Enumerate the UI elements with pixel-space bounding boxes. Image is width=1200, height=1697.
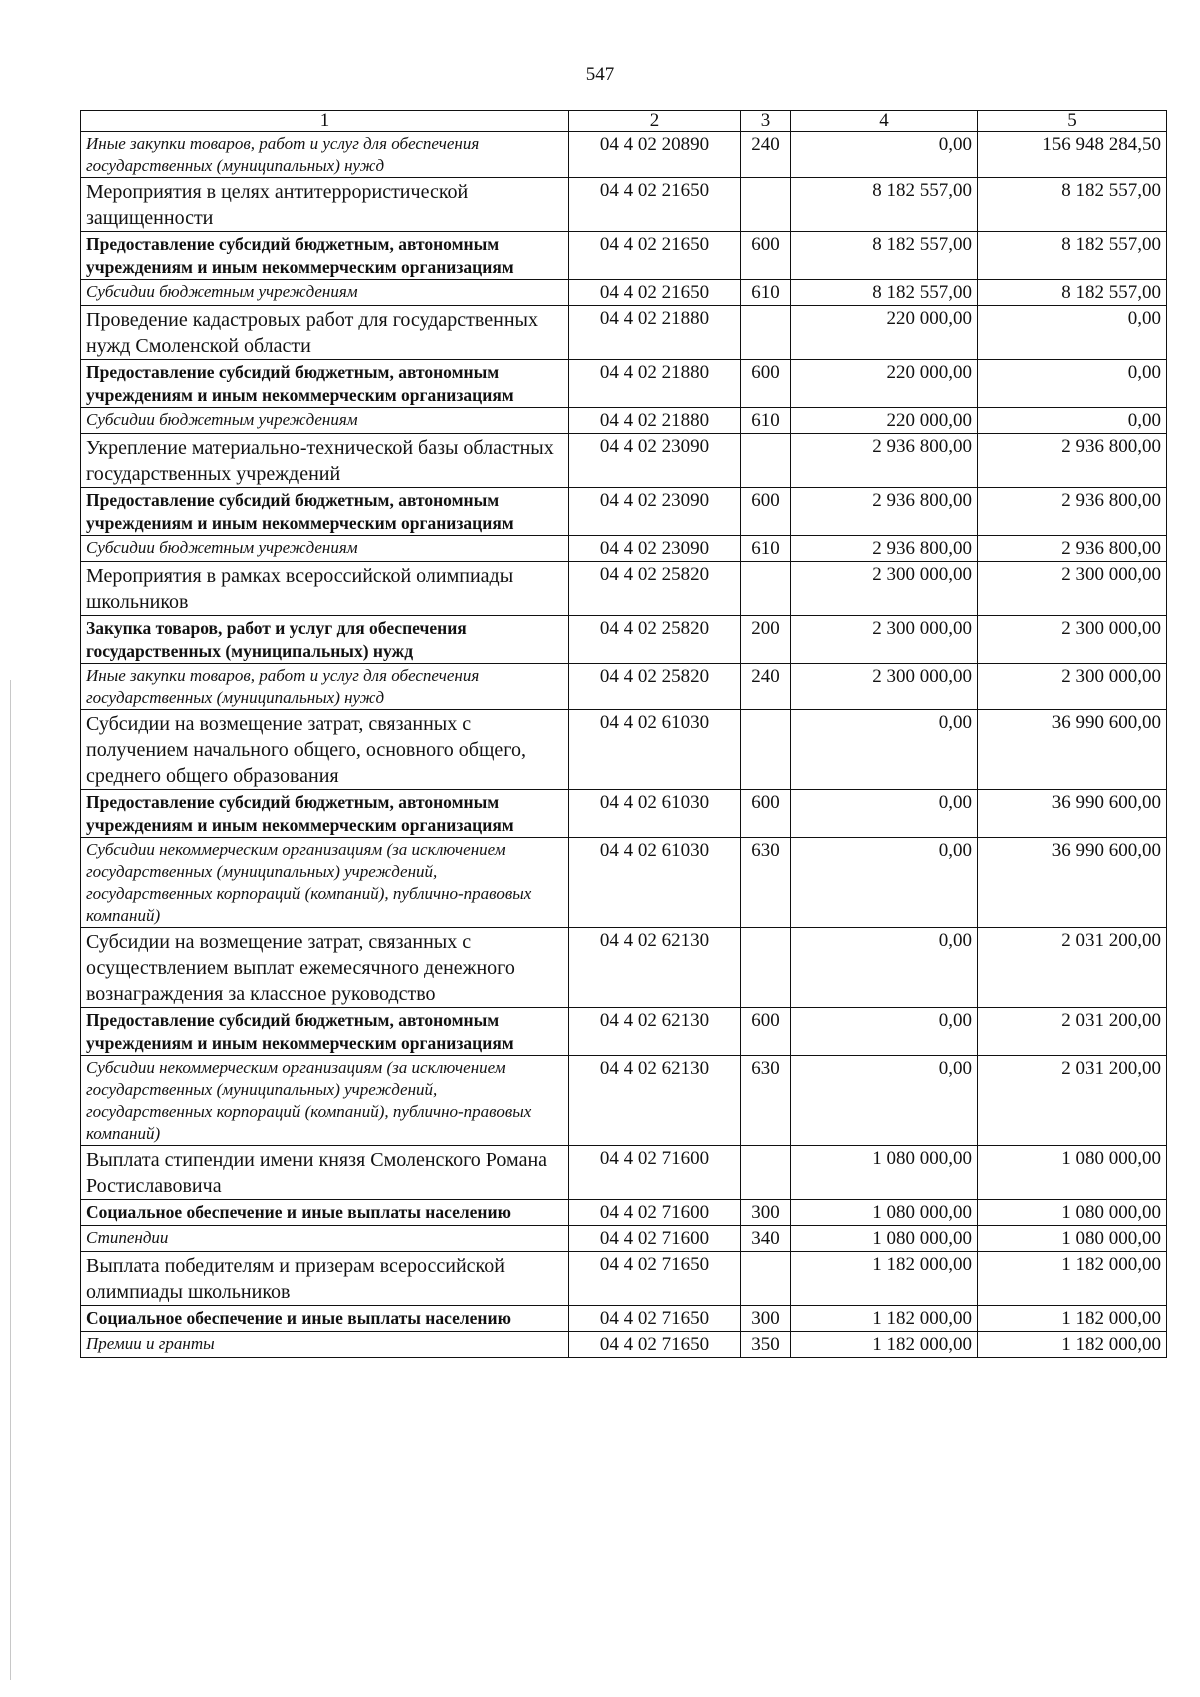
row-type-cell: 630 [741, 1056, 791, 1146]
row-code-cell: 04 4 02 71650 [569, 1306, 741, 1332]
row-value-col4-cell: 1 182 000,00 [791, 1306, 978, 1332]
row-code-cell: 04 4 02 21880 [569, 306, 741, 360]
row-code-cell: 04 4 02 21650 [569, 280, 741, 306]
row-type-cell: 600 [741, 790, 791, 838]
row-code-cell: 04 4 02 23090 [569, 536, 741, 562]
row-code-cell: 04 4 02 23090 [569, 488, 741, 536]
row-type-cell [741, 710, 791, 790]
row-code-cell: 04 4 02 62130 [569, 928, 741, 1008]
row-code-cell: 04 4 02 20890 [569, 132, 741, 178]
column-header: 2 [569, 111, 741, 132]
row-name-cell: Предоставление субсидий бюджетным, автономным учреждениям и иным некоммерческим организациям [81, 360, 569, 408]
row-value-col4-cell: 8 182 557,00 [791, 280, 978, 306]
row-type-cell: 610 [741, 408, 791, 434]
table-row [81, 790, 1167, 838]
scan-edge-line [10, 680, 11, 1680]
row-value-col5-cell: 8 182 557,00 [978, 280, 1167, 306]
row-type-cell [741, 178, 791, 232]
row-name-cell: Иные закупки товаров, работ и услуг для обеспечения государственных (муниципальных) нужд [81, 132, 569, 178]
row-value-col5-cell: 2 031 200,00 [978, 1008, 1167, 1056]
row-value-col5-cell: 1 182 000,00 [978, 1306, 1167, 1332]
row-value-col5-cell: 1 080 000,00 [978, 1146, 1167, 1200]
row-type-cell [741, 306, 791, 360]
row-type-cell: 340 [741, 1226, 791, 1252]
table-row [81, 1226, 1167, 1252]
row-value-col4-cell: 2 936 800,00 [791, 536, 978, 562]
row-code-cell: 04 4 02 71600 [569, 1146, 741, 1200]
row-name-cell: Субсидии бюджетным учреждениям [81, 280, 569, 306]
row-value-col5-cell: 1 182 000,00 [978, 1252, 1167, 1306]
row-code-cell: 04 4 02 71600 [569, 1226, 741, 1252]
row-type-cell: 600 [741, 360, 791, 408]
row-value-col4-cell: 1 080 000,00 [791, 1226, 978, 1252]
row-value-col4-cell: 8 182 557,00 [791, 178, 978, 232]
table-row [81, 1056, 1167, 1146]
row-value-col4-cell: 0,00 [791, 710, 978, 790]
row-value-col4-cell: 0,00 [791, 1008, 978, 1056]
row-value-col5-cell: 156 948 284,50 [978, 132, 1167, 178]
row-code-cell: 04 4 02 61030 [569, 790, 741, 838]
table-row [81, 1332, 1167, 1358]
row-value-col4-cell: 2 300 000,00 [791, 664, 978, 710]
row-code-cell: 04 4 02 61030 [569, 710, 741, 790]
row-type-cell: 240 [741, 132, 791, 178]
row-code-cell: 04 4 02 25820 [569, 562, 741, 616]
row-code-cell: 04 4 02 21650 [569, 178, 741, 232]
column-header: 3 [741, 111, 791, 132]
row-value-col5-cell: 2 936 800,00 [978, 488, 1167, 536]
row-type-cell [741, 434, 791, 488]
table-row [81, 1200, 1167, 1226]
row-value-col5-cell: 2 031 200,00 [978, 928, 1167, 1008]
table-row [81, 928, 1167, 1008]
row-name-cell: Премии и гранты [81, 1332, 569, 1358]
row-value-col5-cell: 1 080 000,00 [978, 1226, 1167, 1252]
row-type-cell: 610 [741, 536, 791, 562]
row-type-cell [741, 928, 791, 1008]
row-value-col4-cell: 0,00 [791, 132, 978, 178]
table-row [81, 536, 1167, 562]
row-value-col5-cell: 0,00 [978, 408, 1167, 434]
row-code-cell: 04 4 02 71650 [569, 1252, 741, 1306]
row-value-col4-cell: 2 936 800,00 [791, 434, 978, 488]
row-value-col4-cell: 0,00 [791, 790, 978, 838]
row-code-cell: 04 4 02 71650 [569, 1332, 741, 1358]
table-body [81, 132, 1167, 1358]
row-name-cell: Проведение кадастровых работ для государственных нужд Смоленской области [81, 306, 569, 360]
row-value-col4-cell: 220 000,00 [791, 408, 978, 434]
row-type-cell: 630 [741, 838, 791, 928]
row-value-col4-cell: 8 182 557,00 [791, 232, 978, 280]
table-row [81, 306, 1167, 360]
row-value-col5-cell: 1 182 000,00 [978, 1332, 1167, 1358]
row-type-cell: 300 [741, 1200, 791, 1226]
row-name-cell: Мероприятия в целях антитеррористической защищенности [81, 178, 569, 232]
table-row [81, 280, 1167, 306]
row-value-col4-cell: 0,00 [791, 1056, 978, 1146]
row-name-cell: Субсидии некоммерческим организациям (за исключением государственных (муниципальных) учреждений, государственных корпораций (компаний), публично-правовых компаний) [81, 838, 569, 928]
row-name-cell: Иные закупки товаров, работ и услуг для обеспечения государственных (муниципальных) нужд [81, 664, 569, 710]
table-row [81, 562, 1167, 616]
row-name-cell: Предоставление субсидий бюджетным, автономным учреждениям и иным некоммерческим организациям [81, 488, 569, 536]
row-type-cell [741, 562, 791, 616]
row-value-col5-cell: 8 182 557,00 [978, 232, 1167, 280]
column-header: 4 [791, 111, 978, 132]
table-row [81, 488, 1167, 536]
row-value-col5-cell: 1 080 000,00 [978, 1200, 1167, 1226]
table-row [81, 616, 1167, 664]
row-value-col4-cell: 2 300 000,00 [791, 562, 978, 616]
row-code-cell: 04 4 02 71600 [569, 1200, 741, 1226]
row-value-col5-cell: 2 300 000,00 [978, 616, 1167, 664]
row-value-col5-cell: 0,00 [978, 306, 1167, 360]
row-name-cell: Социальное обеспечение и иные выплаты населению [81, 1306, 569, 1332]
row-name-cell: Укрепление материально-технической базы областных государственных учреждений [81, 434, 569, 488]
row-value-col5-cell: 36 990 600,00 [978, 838, 1167, 928]
row-name-cell: Субсидии некоммерческим организациям (за исключением государственных (муниципальных) учреждений, государственных корпораций (компаний), публично-правовых компаний) [81, 1056, 569, 1146]
row-name-cell: Субсидии бюджетным учреждениям [81, 536, 569, 562]
table-row [81, 838, 1167, 928]
row-value-col5-cell: 36 990 600,00 [978, 710, 1167, 790]
table-row [81, 1146, 1167, 1200]
row-code-cell: 04 4 02 25820 [569, 664, 741, 710]
table-row [81, 434, 1167, 488]
row-value-col5-cell: 2 300 000,00 [978, 562, 1167, 616]
row-code-cell: 04 4 02 25820 [569, 616, 741, 664]
row-name-cell: Социальное обеспечение и иные выплаты населению [81, 1200, 569, 1226]
table-row [81, 1306, 1167, 1332]
row-name-cell: Субсидии на возмещение затрат, связанных с осуществлением выплат ежемесячного денежного вознаграждения за классное руководство [81, 928, 569, 1008]
row-value-col5-cell: 0,00 [978, 360, 1167, 408]
row-name-cell: Стипендии [81, 1226, 569, 1252]
row-name-cell: Мероприятия в рамках всероссийской олимпиады школьников [81, 562, 569, 616]
row-name-cell: Предоставление субсидий бюджетным, автономным учреждениям и иным некоммерческим организациям [81, 1008, 569, 1056]
row-type-cell: 300 [741, 1306, 791, 1332]
row-value-col4-cell: 220 000,00 [791, 360, 978, 408]
row-name-cell: Субсидии бюджетным учреждениям [81, 408, 569, 434]
row-value-col4-cell: 2 936 800,00 [791, 488, 978, 536]
table-row [81, 1008, 1167, 1056]
row-value-col4-cell: 220 000,00 [791, 306, 978, 360]
row-name-cell: Предоставление субсидий бюджетным, автономным учреждениям и иным некоммерческим организациям [81, 232, 569, 280]
row-type-cell: 350 [741, 1332, 791, 1358]
row-type-cell: 600 [741, 488, 791, 536]
page-number: 547 [585, 64, 615, 85]
row-value-col4-cell: 0,00 [791, 928, 978, 1008]
row-code-cell: 04 4 02 62130 [569, 1008, 741, 1056]
row-name-cell: Выплата стипендии имени князя Смоленского Романа Ростиславовича [81, 1146, 569, 1200]
row-type-cell: 610 [741, 280, 791, 306]
row-type-cell: 600 [741, 232, 791, 280]
row-value-col4-cell: 1 080 000,00 [791, 1200, 978, 1226]
row-code-cell: 04 4 02 21880 [569, 360, 741, 408]
row-code-cell: 04 4 02 62130 [569, 1056, 741, 1146]
row-code-cell: 04 4 02 21650 [569, 232, 741, 280]
table-row [81, 664, 1167, 710]
table-row [81, 360, 1167, 408]
row-type-cell: 600 [741, 1008, 791, 1056]
row-name-cell: Субсидии на возмещение затрат, связанных с получением начального общего, основного общего, среднего общего образования [81, 710, 569, 790]
row-value-col4-cell: 1 182 000,00 [791, 1332, 978, 1358]
row-value-col4-cell: 1 080 000,00 [791, 1146, 978, 1200]
row-value-col4-cell: 0,00 [791, 838, 978, 928]
budget-table [80, 110, 1167, 1358]
row-value-col5-cell: 2 300 000,00 [978, 664, 1167, 710]
row-code-cell: 04 4 02 61030 [569, 838, 741, 928]
row-type-cell [741, 1146, 791, 1200]
table-row [81, 408, 1167, 434]
row-type-cell [741, 1252, 791, 1306]
row-name-cell: Предоставление субсидий бюджетным, автономным учреждениям и иным некоммерческим организациям [81, 790, 569, 838]
row-code-cell: 04 4 02 21880 [569, 408, 741, 434]
table-header-row [81, 111, 1167, 132]
column-header: 1 [81, 111, 569, 132]
table-row [81, 132, 1167, 178]
row-value-col5-cell: 2 936 800,00 [978, 434, 1167, 488]
row-value-col5-cell: 8 182 557,00 [978, 178, 1167, 232]
row-type-cell: 240 [741, 664, 791, 710]
table-row [81, 178, 1167, 232]
row-code-cell: 04 4 02 23090 [569, 434, 741, 488]
row-value-col4-cell: 2 300 000,00 [791, 616, 978, 664]
table-row [81, 1252, 1167, 1306]
row-value-col5-cell: 2 936 800,00 [978, 536, 1167, 562]
row-value-col4-cell: 1 182 000,00 [791, 1252, 978, 1306]
column-header: 5 [978, 111, 1167, 132]
row-name-cell: Выплата победителям и призерам всероссийской олимпиады школьников [81, 1252, 569, 1306]
table-row [81, 710, 1167, 790]
row-value-col5-cell: 2 031 200,00 [978, 1056, 1167, 1146]
row-name-cell: Закупка товаров, работ и услуг для обеспечения государственных (муниципальных) нужд [81, 616, 569, 664]
table-row [81, 232, 1167, 280]
row-type-cell: 200 [741, 616, 791, 664]
row-value-col5-cell: 36 990 600,00 [978, 790, 1167, 838]
